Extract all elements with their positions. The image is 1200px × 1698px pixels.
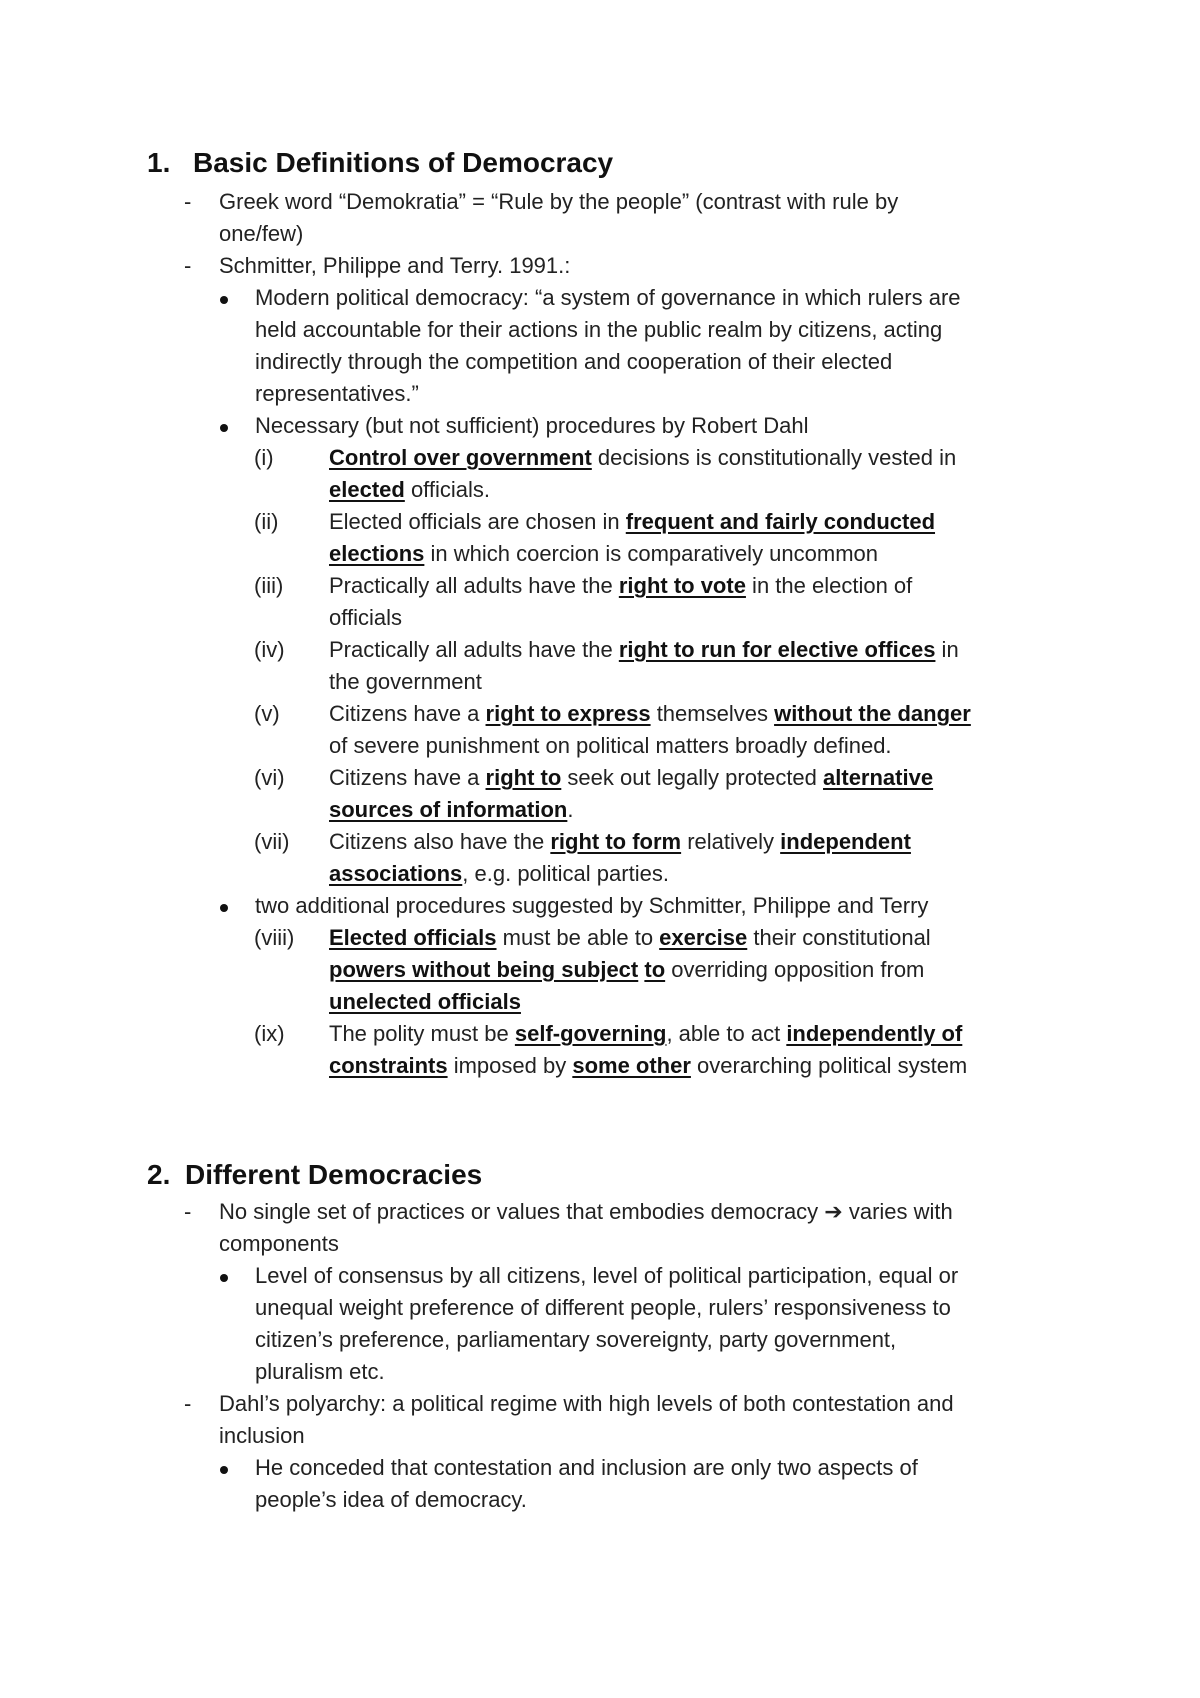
proc-vii-line2: associations, e.g. political parties. xyxy=(329,861,669,886)
proc-iv-label: (iv) xyxy=(254,637,285,662)
s1-dash2-line: Schmitter, Philippe and Terry. 1991.: xyxy=(219,253,571,278)
s1-bullet1-line4: representatives.” xyxy=(255,381,419,406)
s2-dash2-line1: Dahl’s polyarchy: a political regime with high levels of both contestation and xyxy=(219,1391,954,1416)
proc-vii-label: (vii) xyxy=(254,829,290,854)
s2-bullet1-line4: pluralism etc. xyxy=(255,1359,385,1384)
section-1-title: Basic Definitions of Democracy xyxy=(193,147,614,178)
proc-i-label: (i) xyxy=(254,445,274,470)
s2-bullet1-line1: Level of consensus by all citizens, level of political participation, equal or xyxy=(255,1263,959,1288)
s1-bullet2-line: Necessary (but not sufficient) procedures by Robert Dahl xyxy=(255,413,809,438)
proc-ii-line1: Elected officials are chosen in frequent and fairly conducted xyxy=(329,509,936,534)
s2-bullet1-line3: citizen’s preference, parliamentary sovereignty, party government, xyxy=(255,1327,897,1352)
proc-iii-line2: officials xyxy=(329,605,402,630)
section-1-number: 1. xyxy=(147,147,171,178)
section-2-title: Different Democracies xyxy=(185,1159,483,1190)
proc-ix-label: (ix) xyxy=(254,1021,285,1046)
proc-iii-label: (iii) xyxy=(254,573,284,598)
proc-iv-line2: the government xyxy=(329,669,482,694)
s2-dash1-line2: components xyxy=(219,1231,339,1256)
proc-vi-line2: sources of information. xyxy=(329,797,574,822)
section-1-heading xyxy=(147,146,613,180)
s2-dash1-line1: No single set of practices or values that embodies democracy ➔ varies with xyxy=(219,1199,953,1224)
bullet-icon xyxy=(220,424,228,432)
proc-ii-label: (ii) xyxy=(254,509,279,534)
s2-dash2-line2: inclusion xyxy=(219,1423,305,1448)
proc-i-line1: Control over government decisions is constitutionally vested in xyxy=(329,445,957,470)
section-2-heading xyxy=(147,1158,482,1192)
s2-bullet1-line2: unequal weight preference of different people, rulers’ responsiveness to xyxy=(255,1295,951,1320)
proc-ii-line2: elections in which coercion is comparatively uncommon xyxy=(329,541,879,566)
proc-vi-line1: Citizens have a right to seek out legally protected alternative xyxy=(329,765,934,790)
dash-marker: - xyxy=(184,1199,192,1224)
bullet-icon xyxy=(220,296,228,304)
s2-bullet2-line2: people’s idea of democracy. xyxy=(255,1487,527,1512)
s1-bullet1-line3: indirectly through the competition and cooperation of their elected xyxy=(255,349,893,374)
proc-vi-label: (vi) xyxy=(254,765,285,790)
dash-marker: - xyxy=(184,253,192,278)
proc-ix-line1: The polity must be self-governing, able to act independently of xyxy=(329,1021,963,1046)
s1-dash1-line2: one/few) xyxy=(219,221,304,246)
bullet-icon xyxy=(220,904,228,912)
proc-viii-line3: unelected officials xyxy=(329,989,521,1014)
proc-vii-line1: Citizens also have the right to form relatively independent xyxy=(329,829,911,854)
proc-v-label: (v) xyxy=(254,701,280,726)
section-2-number: 2. xyxy=(147,1159,171,1190)
s1-dash1-line1: Greek word “Demokratia” = “Rule by the people” (contrast with rule by xyxy=(219,189,899,214)
bullet-icon xyxy=(220,1466,228,1474)
proc-i-line2: elected officials. xyxy=(329,477,491,502)
bullet-icon xyxy=(220,1274,228,1282)
arrow-right-icon: ➔ xyxy=(824,1199,843,1224)
s1-bullet1-line1: Modern political democracy: “a system of governance in which rulers are xyxy=(255,285,961,310)
proc-viii-line1: Elected officials must be able to exercise their constitutional xyxy=(329,925,931,950)
s2-bullet2-line1: He conceded that contestation and inclusion are only two aspects of xyxy=(255,1455,918,1480)
proc-v-line1: Citizens have a right to express themselves without the danger xyxy=(329,701,971,726)
dash-marker: - xyxy=(184,189,192,214)
proc-iii-line1: Practically all adults have the right to vote in the election of xyxy=(329,573,913,598)
s1-bullet3-line: two additional procedures suggested by Schmitter, Philippe and Terry xyxy=(255,893,929,918)
s1-bullet1-line2: held accountable for their actions in the public realm by citizens, acting xyxy=(255,317,943,342)
proc-iv-line1: Practically all adults have the right to run for elective offices in xyxy=(329,637,959,662)
dash-marker: - xyxy=(184,1391,192,1416)
proc-viii-line2: powers without being subject to overriding opposition from xyxy=(329,957,925,982)
proc-viii-label: (viii) xyxy=(254,925,295,950)
proc-ix-line2: constraints imposed by some other overarching political system xyxy=(329,1053,968,1078)
proc-v-line2: of severe punishment on political matters broadly defined. xyxy=(329,733,892,758)
